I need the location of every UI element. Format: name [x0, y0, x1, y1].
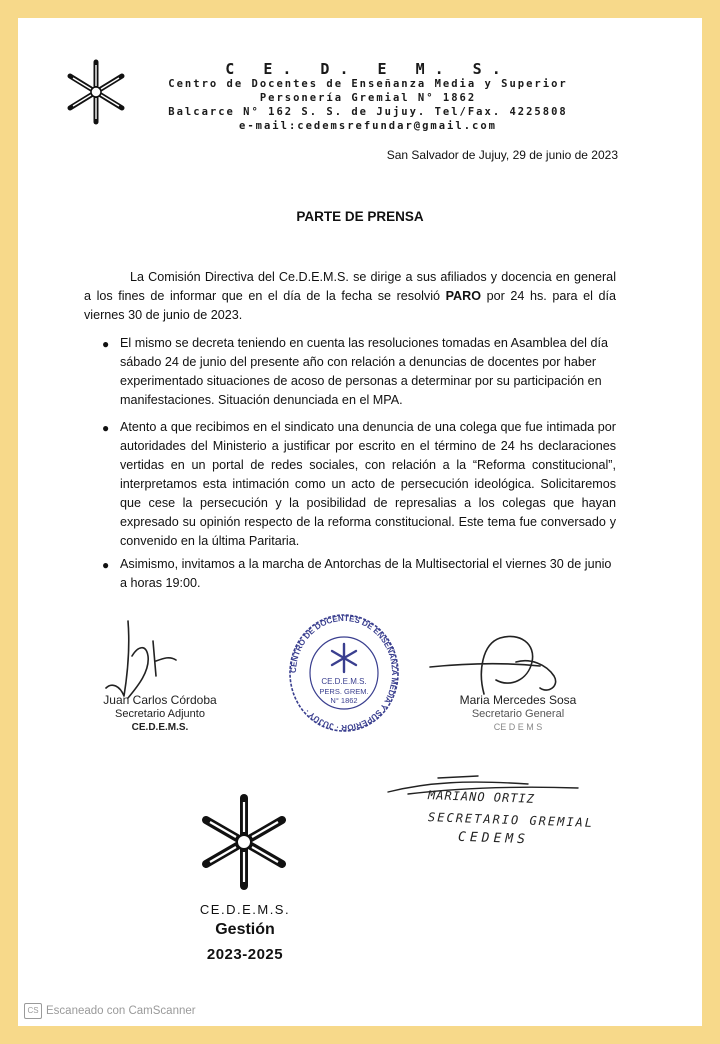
- handwritten-name: MARIANO ORTIZ: [427, 788, 536, 806]
- bullet-icon: ●: [102, 421, 110, 435]
- footer-gestion: Gestión: [215, 921, 275, 938]
- bullet-text: Asimismo, invitamos a la marcha de Antorchas de la Multisectorial el viernes 30 de junio a horas 19:00.: [120, 557, 612, 590]
- signature-right-scribble: [420, 622, 590, 702]
- signature-right-name: Maria Mercedes Sosa: [459, 693, 577, 707]
- camscanner-watermark: [18, 1003, 196, 1019]
- org-address: Balcarce N° 162 S. S. de Jujuy. Tel/Fax. 4225808: [168, 106, 568, 118]
- stamp-center-org: CE.D.E.M.S.: [321, 677, 367, 686]
- signature-right-org: CE D E M S: [493, 722, 543, 732]
- bullet-text: Atento a que recibimos en el sindicato una denuncia de una colega que fue intimada por autoridades del Ministerio a justificar por escrito en el término de 24 hs declaraciones vertidas en un portal de redes sociales, con relación a la “Reforma constitucional”, interpretamos esta intimación como un acto de persecución ideológica. Solicitaremos que cese la persecución y la posibilidad de represalias a los colegas que hayan expresado su opinión respecto de la reforma constitucional. Este tema fue conversado y convenido en la última Paritaria.: [120, 420, 616, 548]
- bullet-item: [102, 334, 616, 410]
- bullet-icon: ●: [102, 558, 110, 572]
- org-full-name: Centro de Docentes de Enseñanza Media y Superior: [168, 78, 568, 90]
- signature-left-role: Secretario Adjunto: [115, 708, 205, 720]
- footer-org: CE.D.E.M.S.: [199, 902, 291, 917]
- cedems-footer-logo-icon: [190, 788, 298, 896]
- signature-right-role: Secretario General: [471, 708, 565, 720]
- bullet-text: El mismo se decreta teniendo en cuenta las resoluciones tomadas en Asamblea del día sábado 24 de junio del presente año con relación a denuncias de docentes por haber experimentado situaciones de acoso de personas a determinar por su participación en manifestaciones. Situación denunciada en el MPA.: [120, 336, 608, 407]
- footer-years: 2023-2025: [206, 946, 284, 963]
- stamp-center-number: N° 1862: [330, 696, 358, 705]
- handwritten-role: SECRETARIO GREMIAL: [427, 810, 595, 830]
- org-personeria: Personería Gremial N° 1862: [259, 92, 477, 104]
- document-date: San Salvador de Jujuy, 29 de junio de 2023: [386, 148, 618, 162]
- camscanner-icon: CS: [24, 1003, 42, 1019]
- intro-text-before: La Comisión Directiva del Ce.D.E.M.S. se dirige a sus afiliados y docencia en general a los fines de informar que en el día de la fecha se resolvió: [84, 270, 616, 303]
- intro-paragraph: [84, 268, 616, 325]
- document-title: PARTE DE PRENSA: [296, 209, 424, 224]
- camscanner-label: Escaneado con CamScanner: [46, 1005, 196, 1017]
- document-page: [18, 18, 702, 1026]
- bullet-icon: ●: [102, 337, 110, 351]
- org-acronym: C E. D. E M. S.: [225, 60, 511, 78]
- cedems-logo-icon: [58, 56, 134, 128]
- bullet-item: [102, 418, 616, 551]
- official-stamp: [286, 608, 402, 738]
- handwritten-org: CEDEMS: [457, 829, 530, 848]
- stamp-center-personeria: PERS. GREM.: [319, 687, 369, 696]
- intro-text-bold: PARO: [445, 289, 482, 303]
- signature-left-name: Juan Carlos Córdoba: [103, 693, 217, 707]
- signature-left-org: CE.D.E.M.S.: [131, 722, 189, 733]
- intro-text-after: por 24 hs. para el día viernes 30 de junio de 2023.: [84, 289, 616, 322]
- stamp-ring-text: CENTRO DE DOCENTES DE ENSEÑANZA MEDIA Y SUPERIOR · JUJUY ·: [288, 613, 400, 733]
- bullet-item: [102, 555, 616, 593]
- org-email: e-mail:cedemsrefundar@gmail.com: [239, 120, 497, 132]
